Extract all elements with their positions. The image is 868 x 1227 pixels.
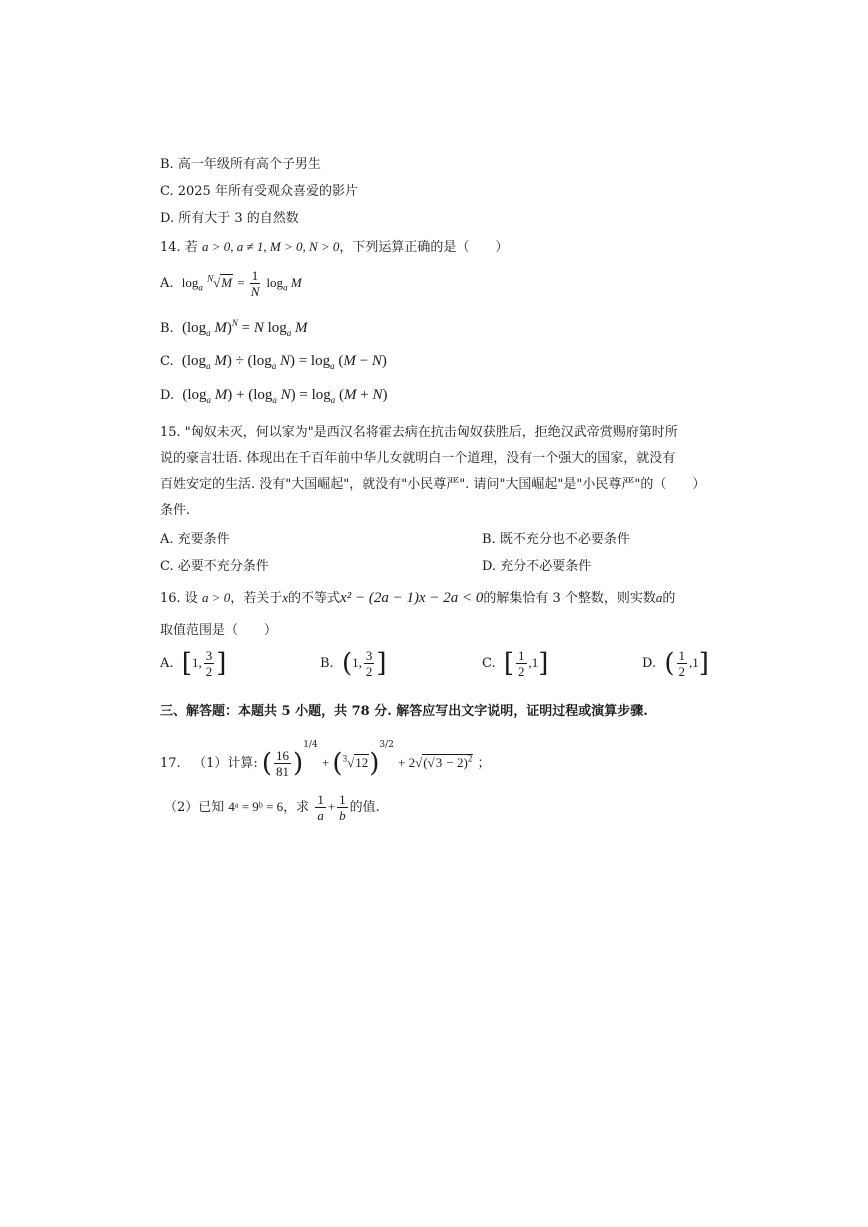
q14-option-c: C. ($\log_a$ $M) \div (\log_a$ $N) = \log_a (M - N)$ [160, 353, 387, 371]
q16-option-b: B. (1, $\frac{3}{2}$ ] [320, 648, 387, 679]
q16-option-a: A. [1, $\frac{3}{2}$ ] [160, 648, 227, 679]
q15-line-2: 说的豪言壮语. 体现出在千百年前中华儿女就明白一个道理，没有一个强大的国家，就没有 [160, 451, 676, 466]
q15-option-c: C. 必要不充分条件 [160, 559, 269, 574]
q17-part-2: （2）已知 4ᵃ = 9ᵇ = 6，求 $\frac{1}{a}$ + $\frac{1}{b}$ 的值. [164, 792, 380, 823]
q14-option-a: A. $\log_a ^N√M$ = $\frac{1}{N}$ $\log_a M$ [160, 268, 302, 299]
q15-option-d: D. 充分不必要条件 [482, 559, 592, 574]
q17-part-1: 17. （1）计算: ( $\frac{16}{81}$ )$^{1/4} + (^3√12)^{3/2} + 2√(√3 - 2)^2$ ； [160, 740, 491, 779]
q13-option-d: D. 所有大于 3 的自然数 [160, 211, 299, 226]
q14-stem: 14. 若 a > 0, a ≠ 1, M > 0, N > 0，下列运算正确的是（ ） [160, 239, 509, 255]
q15-option-a: A. 充要条件 [160, 532, 230, 547]
q16-stem: 16. 设 a > 0，若关于x的不等式x² − (2a − 1)x − 2a < 0的解集恰有 3 个整数，则实数a的 [160, 590, 676, 606]
q15-line-1: 15. "匈奴未灭，何以家为"是西汉名将霍去病在抗击匈奴获胜后，拒绝汉武帝赏赐府第时所 [160, 425, 678, 440]
q16-option-c: C. [ $\frac{1}{2}$ ,1] [482, 648, 549, 679]
q13-option-b: B. 高一年级所有高个子男生 [160, 157, 321, 172]
q16-option-d: D. ( $\frac{1}{2}$ ,1] [642, 648, 709, 679]
q15-option-b: B. 既不充分也不必要条件 [482, 532, 630, 547]
section-3-heading: 三、解答题：本题共 5 小题，共 78 分. 解答应写出文字说明，证明过程或演算步骤. [160, 704, 648, 719]
q14-option-d: D. ($\log_a$ $M) + (\log_a$ $N) = \log_a (M + N)$ [160, 387, 388, 405]
q13-option-c: C. 2025 年所有受观众喜爱的影片 [160, 184, 358, 199]
q15-line-4: 条件. [160, 503, 191, 518]
q14-option-b: B. ($\log_a$ M)$^N$ = N $\log_a M$ [160, 318, 308, 338]
q15-line-3: 百姓安定的生活. 没有"大国崛起"，就没有"小民尊严". 请问"大国崛起"是"小民尊严"的（ ） [160, 477, 706, 492]
q16-stem-line-2: 取值范围是（ ） [160, 623, 278, 638]
